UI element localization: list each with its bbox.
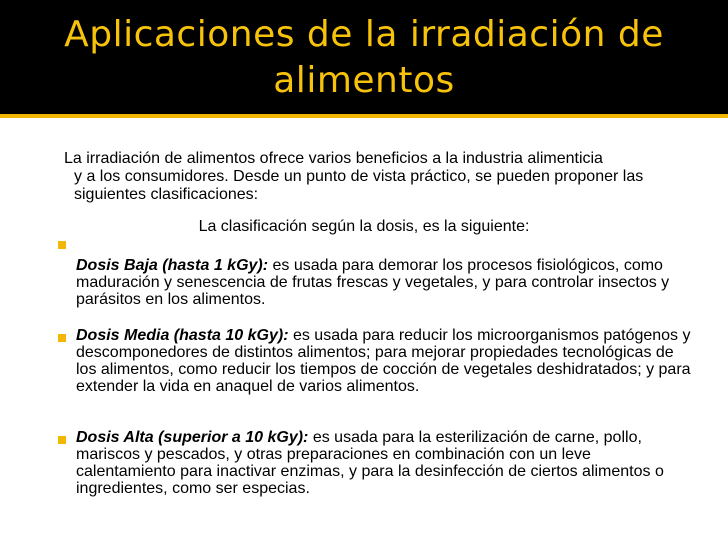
bullet-marker-dosis-media: [58, 334, 66, 342]
desc-dosis-baja: es usada para demorar los procesos fisiológicos, como maduración y senescencia de frutas frescas y vegetales, y para controlar insectos y parásitos en los alimentos.: [76, 257, 670, 308]
classification-subtitle: La clasificación según la dosis, es la siguiente:: [198, 218, 530, 235]
list-item-dosis-baja: [76, 257, 692, 308]
intro-paragraph: [64, 150, 694, 204]
desc-dosis-alta: es usada para la esterilización de carne, pollo, mariscos y pescados, y otras preparaciones en combinación con un leve calentamiento para inactivar enzimas, y para la desinfección de ciertos alimentos o ingredientes, como ser especias.: [76, 429, 664, 497]
desc-dosis-media: es usada para reducir los microorganismos patógenos y descomponedores de distintos alimentos; para mejorar propiedades tecnológicas de los alimentos, como reducir los tiempos de cocción de vegetales deshidratados; y para extender la vida en anaquel de varios alimentos.: [76, 327, 691, 395]
bullet-marker-dosis-alta: [58, 436, 66, 444]
list-item-dosis-alta: [76, 429, 692, 497]
list-item-dosis-media: [76, 327, 692, 395]
term-dosis-alta: Dosis Alta (superior a 10 kGy):: [76, 429, 309, 446]
title-bar: [0, 0, 728, 118]
term-dosis-media: Dosis Media (hasta 10 kGy):: [76, 327, 289, 344]
intro-line-1: La irradiación de alimentos ofrece varios beneficios a la industria alimenticia: [64, 150, 603, 167]
intro-line-2: y a los consumidores. Desde un punto de vista práctico, se pueden proponer las siguientes clasificaciones:: [74, 168, 644, 203]
bullet-marker-empty: [58, 241, 66, 249]
slide-title: Aplicaciones de la irradiación de alimentos: [64, 14, 664, 101]
term-dosis-baja: Dosis Baja (hasta 1 kGy):: [76, 257, 269, 274]
